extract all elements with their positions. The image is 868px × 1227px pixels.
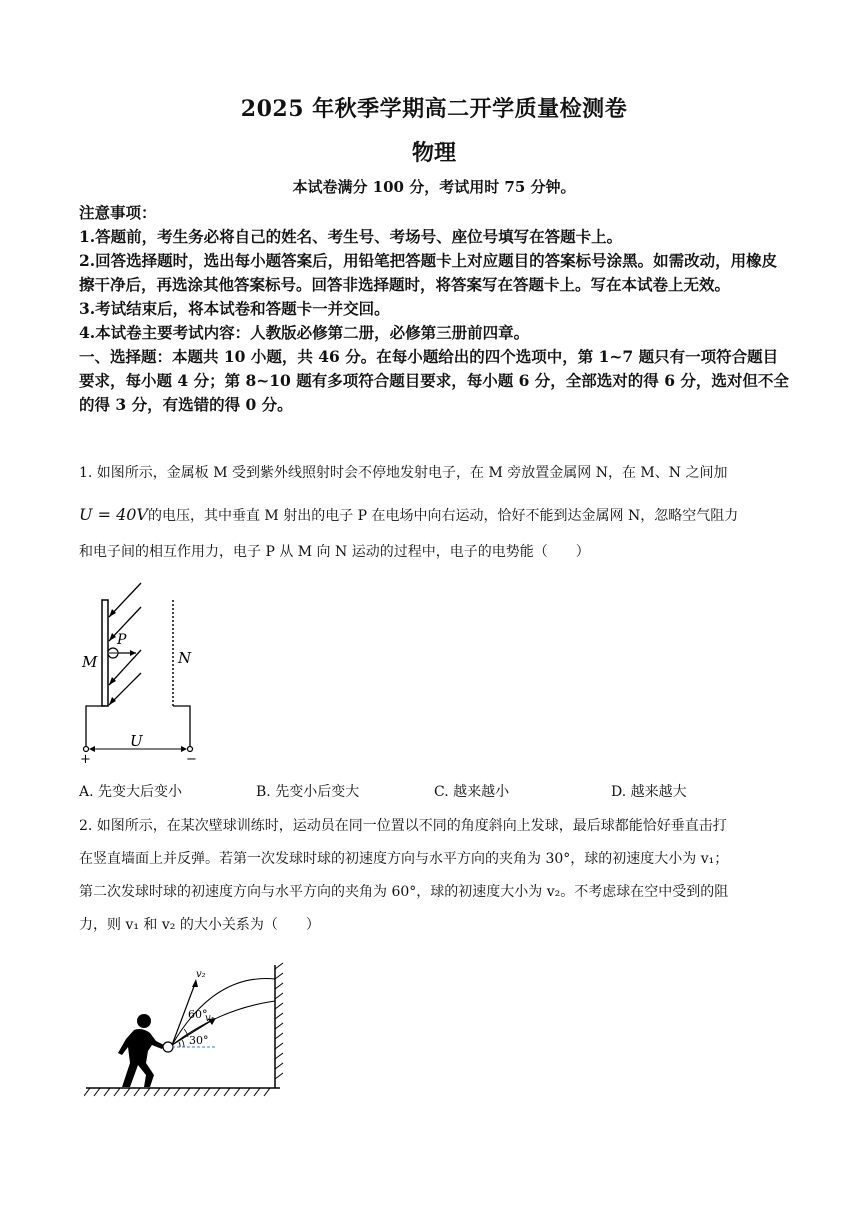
label-v2: v₂ [196,969,206,980]
label-minus: − [186,752,197,765]
notice-item-2: 2.回答选择题时，选出每小题答案后，用铅笔把答题卡上对应题目的答案标号涂黑。如需改动，用橡皮擦干净后，再选涂其他答案标号。回答非选择题时，将答案写在答题卡上。写在本试卷上无效。 [79,251,778,294]
notice-item-1: 1.答题前，考生务必将自己的姓名、考生号、考场号、座位号填写在答题卡上。 [79,227,623,246]
notice-block [79,201,791,417]
notice-item-4: 4.本试卷主要考试内容：人教版必修第二册，必修第三册前四章。 [79,323,530,342]
q2-line-1: 2. 如图所示，在某次壁球训练时，运动员在同一位置以不同的角度斜向上发球，最后球都能恰好垂直击打 [79,818,727,834]
q1-line-3: 和电子间的相互作用力，电子 P 从 M 向 N 运动的过程中，电子的电势能（ ） [79,544,590,560]
section1-heading: 一、选择题：本题共 10 小题，共 46 分。在每小题给出的四个选项中，第 1~7 题只有一项符合题目要求，每小题 4 分；第 8~10 题有多项符合题目要求，每小题 6 分，全部选对的得 6 分，选对但不全的得 3 分，有选错的得 0 分。 [79,347,789,414]
q2-figure [84,955,296,1100]
q1-option-c: C. 越来越小 [434,784,510,800]
label-plus: + [80,752,91,765]
q1-line-1: 1. 如图所示，金属板 M 受到紫外线照射时会不停地发射电子，在 M 旁放置金属网 N，在 M、N 之间加 [79,465,728,481]
label-n: N [178,649,192,667]
q1-option-a: A. 先变大后变小 [79,784,183,800]
notice-heading: 注意事项： [79,203,157,222]
label-angle-30: 30° [189,1034,209,1047]
q1-line-2 [79,496,791,535]
label-angle-60: 60° [188,1008,208,1021]
q2-line-4: 力，则 v₁ 和 v₂ 的大小关系为（ ） [79,917,320,933]
label-u: U [130,732,143,750]
exam-title: 2025 年秋季学期高二开学质量检测卷 [240,96,628,122]
q1-option-d: D. 越来越大 [611,784,687,800]
q2-line-2: 在竖直墙面上并反弹。若第一次发球时球的初速度方向与水平方向的夹角为 30°，球的初速度大小为 v₁； [79,851,729,867]
label-v1: v₁ [205,1013,215,1024]
q1-voltage: U = 40V [79,505,148,524]
q1-figure [74,575,209,765]
player-silhouette [118,1014,164,1087]
score-note: 本试卷满分 100 分，考试用时 75 分钟。 [292,178,576,196]
plate-m [102,600,108,706]
subject-title: 物理 [411,140,456,166]
label-p: P [117,632,127,648]
label-m: M [82,653,98,671]
q1-option-b: B. 先变小后变大 [256,784,360,800]
q1-line-2-text: 的电压，其中垂直 M 射出的电子 P 在电场中向右运动，恰好不能到达金属网 N，忽略空气阻力 [147,508,739,524]
q2-line-3: 第二次发球时球的初速度方向与水平方向的夹角为 60°，球的初速度大小为 v₂。不考虑球在空中受到的阻 [79,884,729,900]
notice-item-3: 3.考试结束后，将本试卷和答题卡一并交回。 [79,299,390,318]
